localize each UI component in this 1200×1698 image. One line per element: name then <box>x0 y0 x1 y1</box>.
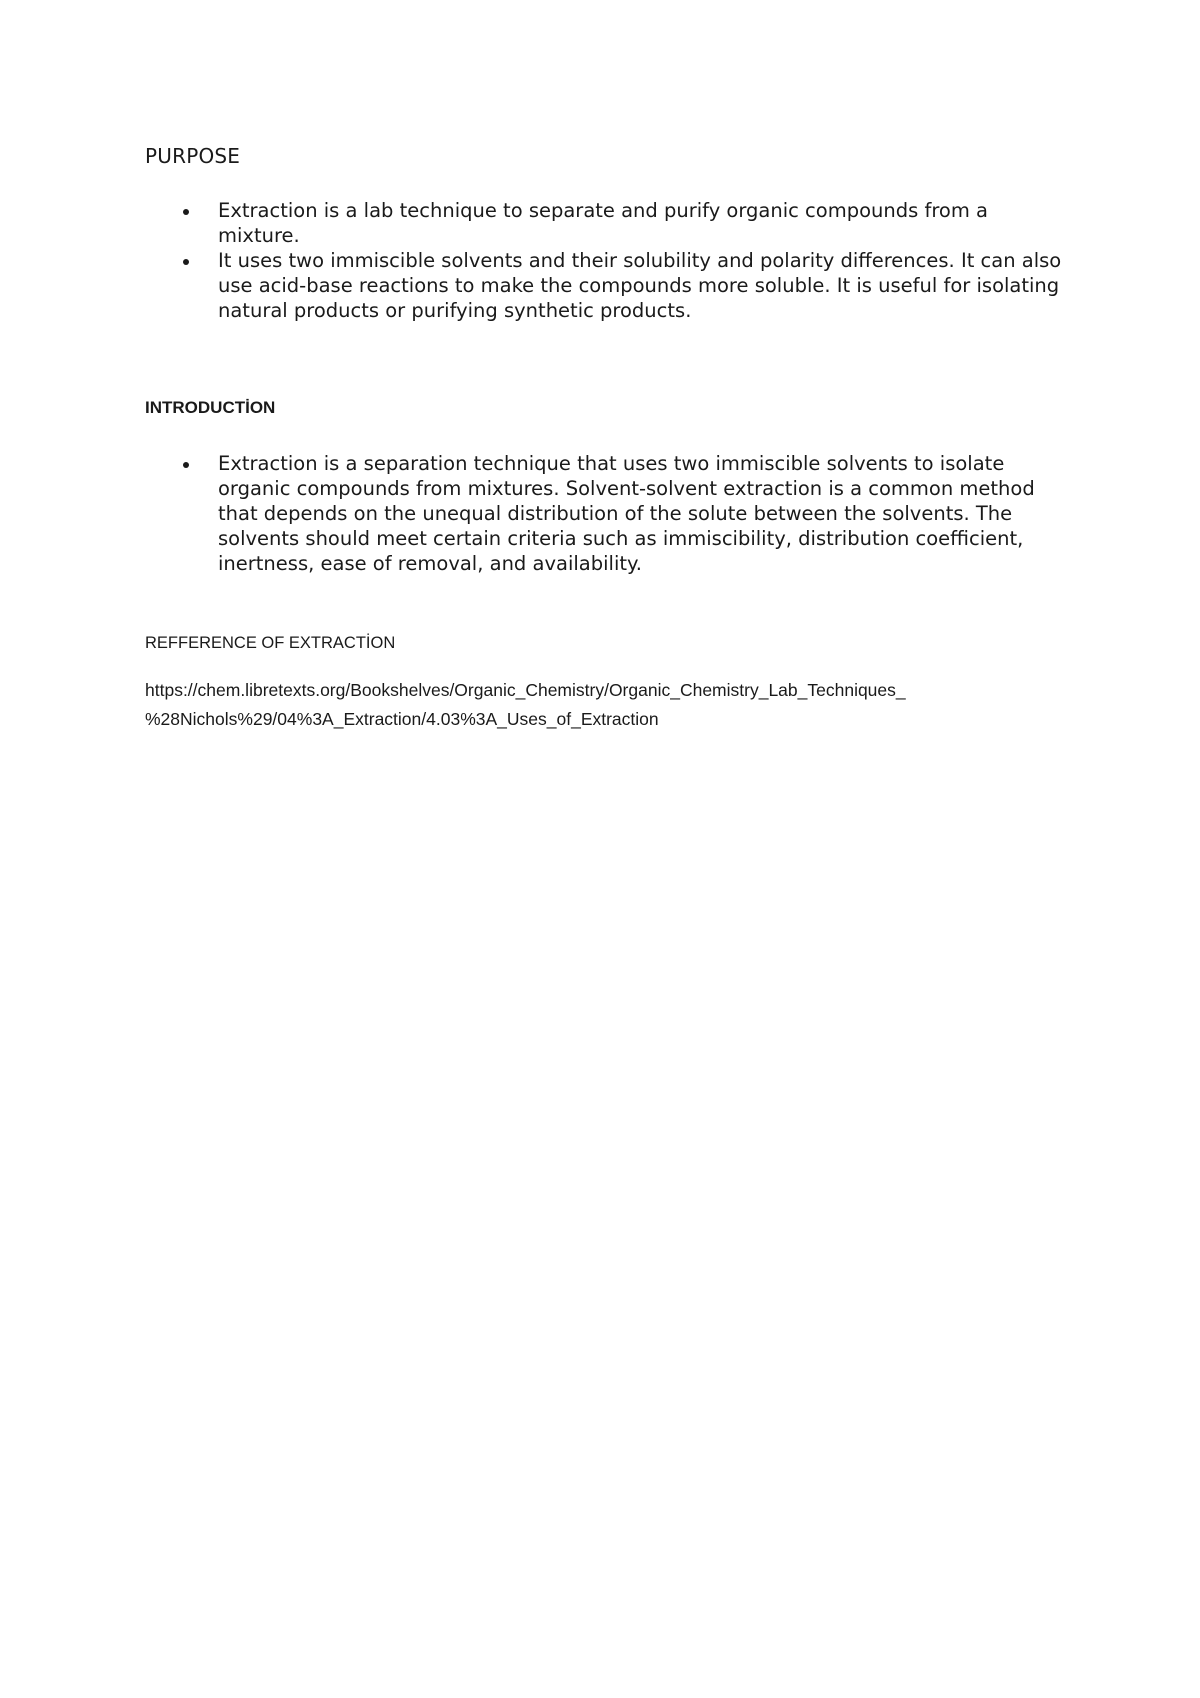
reference-link[interactable] <box>145 676 1065 734</box>
bullet-icon <box>183 209 189 215</box>
introduction-bullet-text: Extraction is a separation technique that uses two immiscible solvents to isolate organic compounds from mixtures. Solvent-solvent extraction is a common method that depends on the unequal distribution of the solute between the solvents. The solvents should meet certain criteria such as immiscibility, distribution coefficient, inertness, ease of removal, and availability. <box>218 452 1035 575</box>
introduction-heading: INTRODUCTİON <box>145 398 276 417</box>
purpose-bullet-text: Extraction is a lab technique to separate and purify organic compounds from a mixture. <box>218 199 988 247</box>
purpose-bullet-list <box>145 198 1075 323</box>
list-item <box>145 198 1075 248</box>
bullet-icon <box>183 462 189 468</box>
bullet-icon <box>183 259 189 265</box>
reference-url-line-1: https://chem.libretexts.org/Bookshelves/Organic_Chemistry/Organic_Chemistry_Lab_Techniques_ <box>145 680 906 700</box>
reference-title: REFFERENCE OF EXTRACTİON <box>145 634 396 652</box>
purpose-bullet-text: It uses two immiscible solvents and their solubility and polarity differences. It can also use acid-base reactions to make the compounds more soluble. It is useful for isolating natural products or purifying synthetic products. <box>218 249 1062 322</box>
reference-url-line-2: %28Nichols%29/04%3A_Extraction/4.03%3A_Uses_of_Extraction <box>145 709 659 729</box>
introduction-bullet-list <box>145 451 1075 576</box>
list-item <box>145 248 1075 323</box>
list-item <box>145 451 1075 576</box>
purpose-heading: PURPOSE <box>145 144 241 168</box>
